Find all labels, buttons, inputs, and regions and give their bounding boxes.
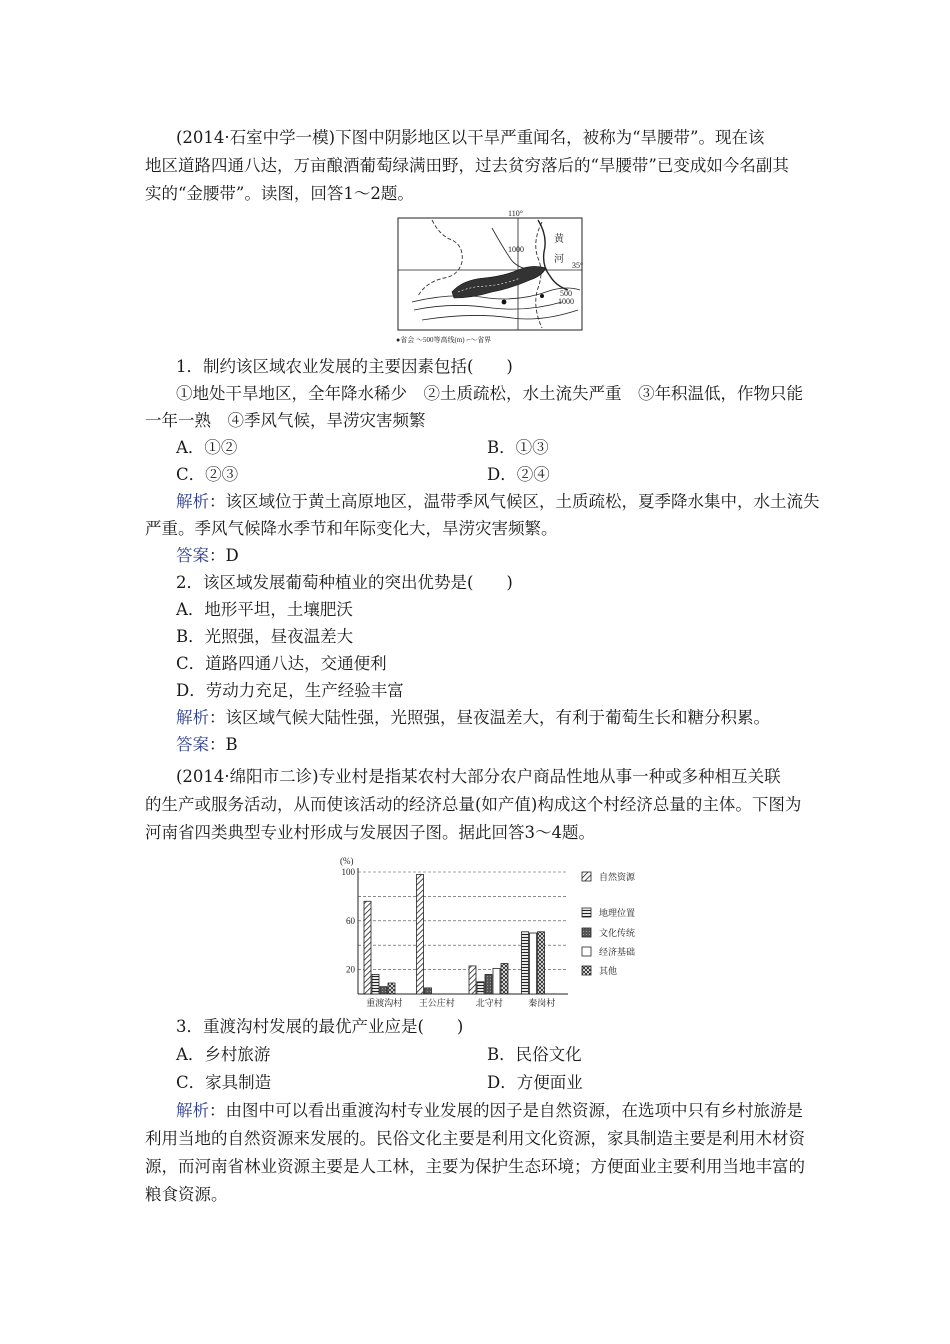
- y-axis-label: (%): [340, 856, 354, 866]
- category-label: 王公庄村: [418, 999, 455, 1009]
- village-factor-chart: [336, 852, 656, 1012]
- bar: [417, 874, 424, 994]
- lat-label: 35°: [572, 261, 584, 270]
- q1-analysis-line2: 严重。季风气候降水季节和年际变化大，旱涝灾害频繁。: [145, 519, 558, 538]
- legend-swatch: [582, 928, 591, 937]
- q3-stem: 3．重渡沟村发展的最优产业应是( ): [176, 1017, 464, 1036]
- q2-answer-value: ：B: [209, 735, 238, 754]
- bar: [364, 901, 371, 994]
- river-label-1: 黄: [554, 234, 564, 245]
- bar: [522, 932, 529, 994]
- q3-analysis-line4: 粮食资源。: [145, 1185, 228, 1204]
- q2-stem: 2．该区域发展葡萄种植业的突出优势是( ): [176, 573, 513, 592]
- bar: [501, 964, 508, 995]
- y-tick-label: 100: [341, 867, 355, 877]
- q2-choice-c[interactable]: C．道路四通八达，交通便利: [176, 654, 387, 673]
- y-tick-label: 60: [346, 915, 355, 926]
- intro1-line2: 地区道路四通八达，万亩酿酒葡萄绿满田野，过去贫穷落后的“旱腰带”已变成如今名副其: [145, 156, 789, 175]
- y-tick-label: 20: [346, 964, 355, 975]
- q2-answer: [176, 733, 238, 757]
- q2-analysis-text: ：该区域气候大陆性强，光照强，昼夜温差大，有利于葡萄生长和糖分积累。: [209, 708, 770, 727]
- legend-label: 文化传统: [599, 929, 636, 939]
- provincial-capital-dot: [502, 300, 507, 305]
- answer-label: 答案: [176, 735, 209, 754]
- bar: [530, 933, 537, 994]
- intro2-line2: 的生产或服务活动，从而使该活动的经济总量(如产值)构成这个村经济总量的主体。下图为: [145, 795, 802, 814]
- q3-choice-c[interactable]: C．家具制造: [176, 1073, 272, 1092]
- answer-label: 答案: [176, 546, 209, 565]
- q3-analysis-line3: 源，而河南省林业资源主要是人工林，主要为保护生态环境；方便面业主要利用当地丰富的: [145, 1157, 805, 1176]
- q3-choice-d[interactable]: D．方便面业: [487, 1073, 583, 1092]
- q1-options-line1: ①地处干旱地区，全年降水稀少 ②土质疏松，水土流失严重 ③年积温低，作物只能: [176, 384, 803, 403]
- analysis-label: 解析: [176, 1101, 209, 1120]
- drought-belt-map: [392, 206, 588, 346]
- q2-choice-a[interactable]: A．地形平坦，土壤肥沃: [176, 600, 353, 619]
- q3-choice-b[interactable]: B．民俗文化: [487, 1045, 582, 1064]
- bar: [477, 982, 484, 994]
- q1-analysis-text: ：该区域位于黄土高原地区，温带季风气候区，土质疏松，夏季降水集中，水土流失: [209, 492, 820, 511]
- chart-svg: [336, 852, 656, 1012]
- legend-label: 其他: [599, 967, 618, 977]
- category-label: 重渡沟村: [366, 999, 403, 1009]
- q3-analysis-text: ：由图中可以看出重渡沟村专业发展的因子是自然资源，在选项中只有乡村旅游是: [209, 1101, 803, 1120]
- q3-analysis-line2: 利用当地的自然资源来发展的。民俗文化主要是利用文化资源，家具制造主要是利用木材资: [145, 1129, 805, 1148]
- bar: [485, 974, 492, 994]
- q1-choice-d[interactable]: D．②④: [487, 465, 550, 484]
- legend-label: 经济基础: [599, 948, 636, 958]
- map-svg: [392, 206, 588, 346]
- lon-label: 110°: [508, 209, 523, 218]
- q1-options-line2: 一年一熟 ④季风气候，旱涝灾害频繁: [145, 411, 426, 430]
- q1-analysis-line1: [176, 490, 820, 514]
- legend-swatch: [582, 872, 591, 881]
- intro1-line3: 实的“金腰带”。读图，回答1～2题。: [145, 184, 414, 203]
- q2-choice-b[interactable]: B．光照强，昼夜温差大: [176, 627, 354, 646]
- bar: [493, 968, 500, 994]
- intro2-line1: (2014·绵阳市二诊)专业村是指某农村大部分农户商品性地从事一种或多种相互关联: [176, 767, 781, 786]
- q2-choice-d[interactable]: D．劳动力充足，生产经验丰富: [176, 681, 404, 700]
- intro1-line1: (2014·石室中学一模)下图中阴影地区以干旱严重闻名，被称为“旱腰带”。现在该: [176, 128, 765, 147]
- q1-answer: [176, 544, 239, 568]
- intro2-line3: 河南省四类典型专业村形成与发展因子图。据此回答3～4题。: [145, 823, 595, 842]
- q3-choice-a[interactable]: A．乡村旅游: [176, 1045, 271, 1064]
- category-label: 秦岗村: [528, 999, 556, 1009]
- q1-choice-a[interactable]: A．①②: [176, 438, 238, 457]
- legend-label: 地理位置: [599, 909, 636, 919]
- contour-label-1000a: 1000: [508, 245, 524, 254]
- bar: [380, 987, 387, 994]
- city-dot: [540, 294, 544, 298]
- bar: [469, 966, 476, 994]
- analysis-label: 解析: [176, 492, 209, 511]
- bar: [388, 983, 395, 994]
- analysis-label: 解析: [176, 708, 209, 727]
- bar: [425, 988, 432, 994]
- bar: [538, 932, 545, 994]
- map-legend: ●省会 ～500等高线(m) ⌐～省界: [396, 336, 492, 344]
- contour-label-1000b: 1000: [558, 297, 574, 306]
- legend-swatch: [582, 908, 591, 917]
- legend-swatch: [582, 947, 591, 956]
- q1-choice-b[interactable]: B．①③: [487, 438, 549, 457]
- q1-stem: 1．制约该区域农业发展的主要因素包括( ): [176, 357, 513, 376]
- legend-swatch: [582, 966, 591, 975]
- q1-answer-value: ：D: [209, 546, 239, 565]
- contour-label-500: 500: [560, 289, 572, 298]
- legend-label: 自然资源: [599, 873, 636, 883]
- q3-analysis-line1: [176, 1099, 803, 1123]
- q2-analysis: [176, 706, 770, 730]
- q1-choice-c[interactable]: C．②③: [176, 465, 239, 484]
- bar: [372, 974, 379, 994]
- river-label-2: 河: [554, 254, 564, 265]
- category-label: 北守村: [475, 999, 503, 1009]
